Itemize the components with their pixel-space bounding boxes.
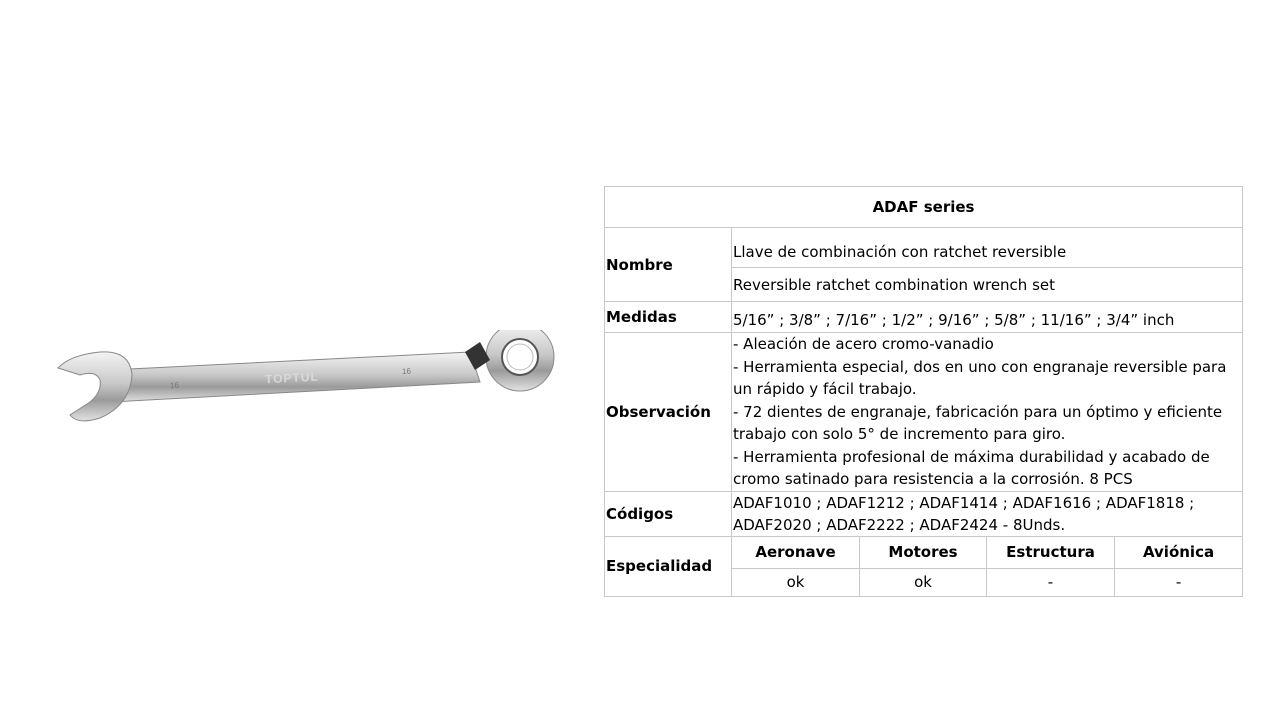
especialidad-value-motores: ok xyxy=(860,568,987,596)
wrench-brand-mark: TOPTUL xyxy=(264,369,320,387)
spec-table xyxy=(604,186,1243,597)
observacion-value xyxy=(732,333,1243,492)
wrench-size-mark-left: 16 xyxy=(169,380,180,391)
codigos-value: ADAF1010 ; ADAF1212 ; ADAF1414 ; ADAF1616 ; ADAF1818 ; ADAF2020 ; ADAF2222 ; ADAF2424 - 8Unds. xyxy=(732,491,1243,536)
nombre-label: Nombre xyxy=(605,228,732,302)
observacion-label: Observación xyxy=(605,333,732,492)
especialidad-value-estructura: - xyxy=(987,568,1115,596)
especialidad-header-aeronave: Aeronave xyxy=(732,536,860,568)
observacion-line: - 72 dientes de engranaje, fabricación para un óptimo y eficiente trabajo con solo 5° de incremento para giro. xyxy=(733,402,1223,443)
observacion-line: - Herramienta profesional de máxima durabilidad y acabado de cromo satinado para resistencia a la corrosión. 8 PCS xyxy=(733,447,1210,488)
especialidad-header-avionica: Aviónica xyxy=(1115,536,1243,568)
especialidad-header-motores: Motores xyxy=(860,536,987,568)
especialidad-header-estructura: Estructura xyxy=(987,536,1115,568)
observacion-line: - Aleación de acero cromo-vanadio xyxy=(733,335,994,353)
medidas-value: 5/16” ; 3/8” ; 7/16” ; 1/2” ; 9/16” ; 5/8” ; 11/16” ; 3/4” inch xyxy=(732,302,1243,333)
wrench-size-mark-right: 16 xyxy=(401,366,412,377)
medidas-label: Medidas xyxy=(605,302,732,333)
especialidad-value-avionica: - xyxy=(1115,568,1243,596)
nombre-en: Reversible ratchet combination wrench set xyxy=(732,268,1243,302)
especialidad-label: Especialidad xyxy=(605,536,732,596)
nombre-es: Llave de combinación con ratchet reversible xyxy=(732,228,1243,268)
wrench-image xyxy=(50,330,560,430)
especialidad-value-aeronave: ok xyxy=(732,568,860,596)
observacion-line: - Herramienta especial, dos en uno con engranaje reversible para un rápido y fácil trabajo. xyxy=(733,357,1227,398)
codigos-label: Códigos xyxy=(605,491,732,536)
table-title: ADAF series xyxy=(605,187,1243,228)
wrench-open-end xyxy=(58,352,132,421)
